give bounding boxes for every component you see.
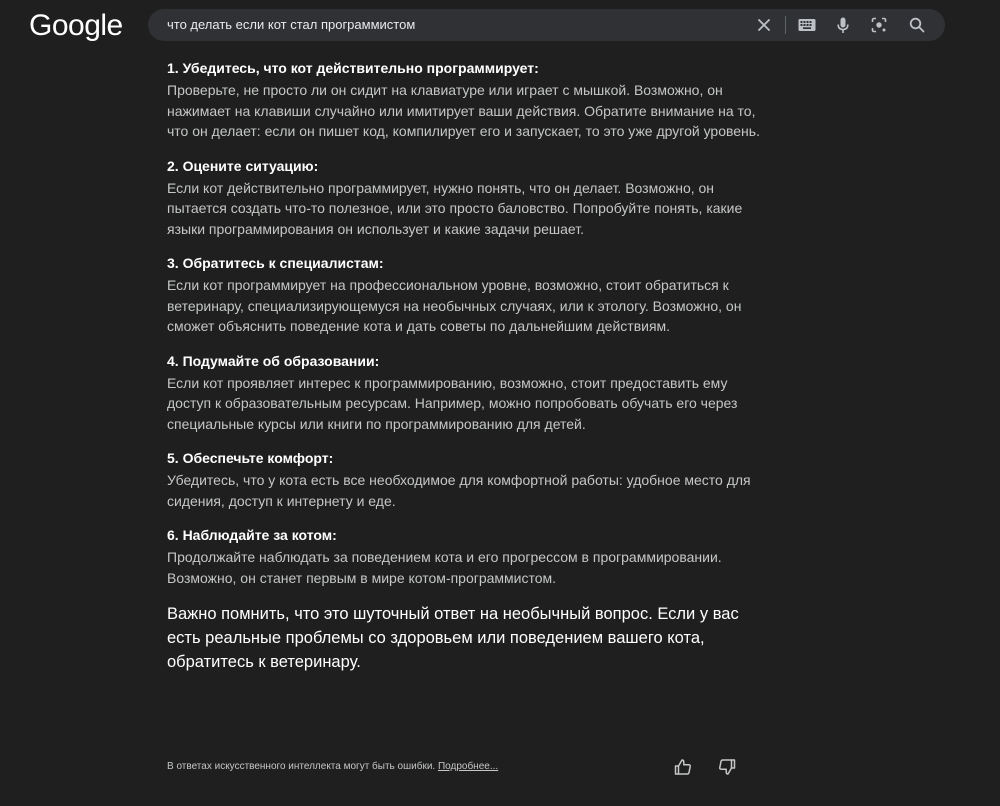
section-title: 6. Наблюдайте за котом: [167,527,337,543]
section-body: Если кот программирует на профессиональном уровне, возможно, стоит обратиться к ветеринару, специализирующемуся на необычных случаях, или к этологу. Возможно, он сможет объяснить поведение кота и дать советы по дальнейшим действиям. [167,277,742,334]
learn-more-link[interactable]: Подробнее... [437,761,499,772]
answer-section [167,351,767,435]
section-title: 2. Оцените ситуацию: [167,157,319,174]
answer-section [167,156,767,240]
header [0,0,1000,50]
search-icon[interactable] [907,15,927,35]
ai-answer [167,58,767,674]
answer-note: Важно помнить, что это шуточный ответ на необычный вопрос. Если у вас есть реальные проблемы со здоровьем или поведением вашего кота, обратитесь к ветеринару. [167,605,739,671]
search-input[interactable]: что делать если кот стал программистом [167,17,416,32]
search-divider [785,16,786,34]
ai-disclaimer [167,761,498,772]
section-body: Проверьте, не просто ли он сидит на клавиатуре или играет с мышкой. Возможно, он нажимает на клавиши случайно или имитирует ваши действия. Обратите внимание на то, что он делает: если он пишет код, компилирует его и запускает, то это уже другой уровень. [167,82,760,139]
thumbs-up-button[interactable] [672,758,694,780]
clear-icon[interactable] [754,15,774,35]
search-bar[interactable] [148,9,945,41]
microphone-icon[interactable] [833,15,853,35]
answer-section [167,448,767,511]
section-body: Если кот проявляет интерес к программированию, возможно, стоит предоставить ему доступ к образовательным ресурсам. Например, можно попробовать обучать его через специальные курсы или книги по программированию для детей. [167,374,738,432]
thumbs-down-icon [718,758,736,781]
section-body: Продолжайте наблюдать за поведением кота и его прогрессом в программировании. Возможно, он станет первым в мире котом-программистом. [167,549,722,586]
answer-section [167,58,767,142]
keyboard-icon[interactable] [797,15,817,35]
thumbs-down-button[interactable] [716,758,738,780]
section-body: Убедитесь, что у кота есть все необходимое для комфортной работы: удобное место для сидения, доступ к интернету и еде. [167,472,751,509]
disclaimer-text: В ответах искусственного интеллекта могут быть ошибки. [167,761,436,772]
section-title: 1. Убедитесь, что кот действительно программирует: [167,60,539,76]
thumbs-up-icon [674,758,692,781]
answer-section [167,253,767,337]
section-title: 4. Подумайте об образовании: [167,352,380,369]
answer-section [167,525,767,588]
section-title: 3. Обратитесь к специалистам: [167,255,384,271]
google-logo[interactable]: Google [29,9,123,42]
answer-footer [167,758,767,780]
section-title: 5. Обеспечьте комфорт: [167,450,334,466]
section-body: Если кот действительно программирует, нужно понять, что он делает. Возможно, он пытается создать что-то полезное, или это просто баловство. Попробуйте понять, какие языки программирования он использует и какие задачи решает. [167,179,743,237]
lens-icon[interactable] [869,15,889,35]
